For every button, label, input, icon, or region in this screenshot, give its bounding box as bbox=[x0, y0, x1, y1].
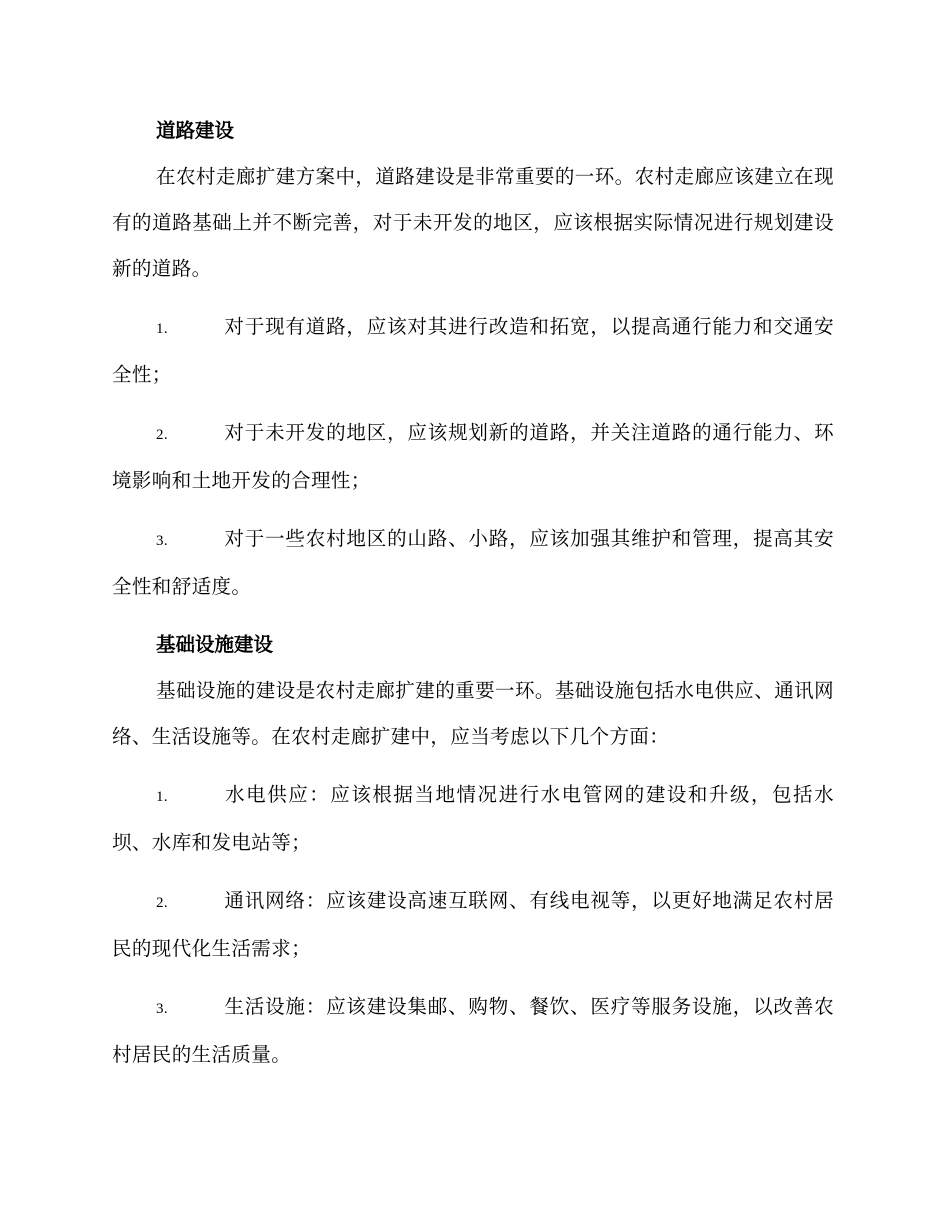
list-item bbox=[112, 304, 834, 398]
list-item-text: 对于一些农村地区的山路、小路，应该加强其维护和管理，提高其安全性和舒适度。 bbox=[112, 527, 834, 598]
section-intro: 基础设施的建设是农村走廊扩建的重要一环。基础设施包括水电供应、通讯网络、生活设施等。在农村走廊扩建中，应当考虑以下几个方面： bbox=[112, 679, 834, 748]
list-item bbox=[112, 984, 834, 1078]
list-item-text: 对于未开发的地区，应该规划新的道路，并关注道路的通行能力、环境影响和土地开发的合理性； bbox=[112, 421, 834, 492]
list-item bbox=[112, 878, 834, 972]
section-intro: 在农村走廊扩建方案中，道路建设是非常重要的一环。农村走廊应该建立在现有的道路基础上并不断完善，对于未开发的地区，应该根据实际情况进行规划建设新的道路。 bbox=[112, 165, 834, 280]
section-road bbox=[112, 108, 834, 610]
list-item bbox=[112, 516, 834, 610]
list-item bbox=[112, 772, 834, 866]
list-item-text: 对于现有道路，应该对其进行改造和拓宽，以提高通行能力和交通安全性； bbox=[112, 315, 834, 386]
section-heading: 基础设施建设 bbox=[156, 633, 274, 656]
list-item-number: 2. bbox=[156, 895, 169, 911]
section-infrastructure bbox=[112, 622, 834, 1078]
list-item-number: 3. bbox=[156, 533, 169, 549]
list-item-number: 2. bbox=[156, 427, 169, 443]
list-item-number: 1. bbox=[156, 789, 169, 805]
list-item-text: 通讯网络：应该建设高速互联网、有线电视等，以更好地满足农村居民的现代化生活需求； bbox=[112, 889, 834, 960]
list-item-text: 生活设施：应该建设集邮、购物、餐饮、医疗等服务设施，以改善农村居民的生活质量。 bbox=[112, 995, 834, 1066]
list-item-number: 3. bbox=[156, 1001, 169, 1017]
document-page bbox=[112, 108, 834, 1090]
list-item-text: 水电供应：应该根据当地情况进行水电管网的建设和升级，包括水坝、水库和发电站等； bbox=[112, 783, 834, 854]
list-item-number: 1. bbox=[156, 321, 169, 337]
section-heading: 道路建设 bbox=[156, 119, 235, 142]
list-item bbox=[112, 410, 834, 504]
